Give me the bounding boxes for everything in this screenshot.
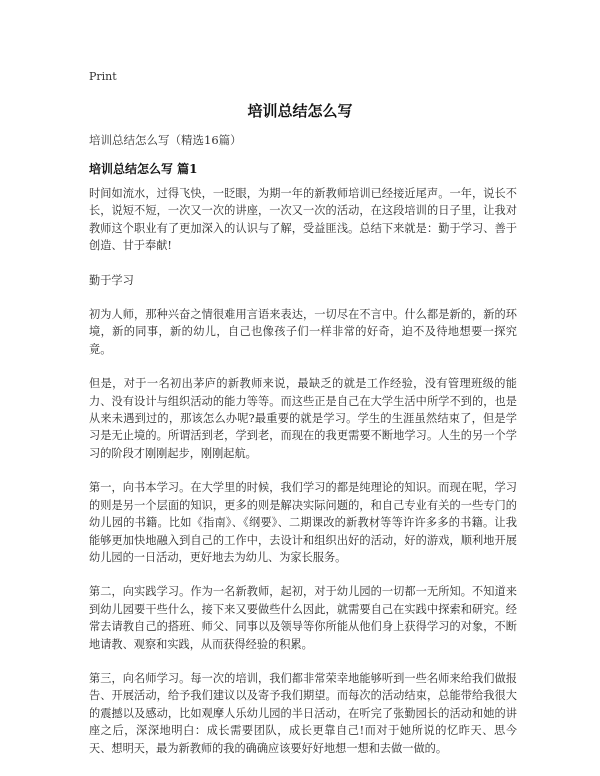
paragraph-intro: 时间如流水，过得飞快，一眨眼，为期一年的新教师培训已经接近尾声。一年，说长不长，说短不短，一次又一次的讲座，一次又一次的活动，在这段培训的日子里，让我对教师这个职业有了更加深入的认识与了解，受益匪浅。总结下来就是：勤于学习、善于创造、甘于奉献! — [89, 187, 517, 253]
document-body — [89, 185, 517, 774]
page-title: 培训总结怎么写 — [247, 102, 353, 120]
section-heading: 培训总结怎么写 篇1 — [89, 162, 198, 176]
print-label[interactable]: Print — [89, 70, 117, 83]
paragraph-learn-practice: 第二，向实践学习。作为一名新教师，起初，对于幼儿园的一切都一无所知。不知道来到幼儿园要干些什么，接下来又要做些什么因此，就需要自己在实践中探索和研究。经常去请教自己的搭班、师父、同事以及领导等你所能从他们身上获得学习的对象，不断地请教、观察和实践，从而获得经验的积累。 — [89, 585, 517, 651]
paragraph-heading-study: 勤于学习 — [89, 273, 134, 287]
document-subtitle: 培训总结怎么写（精选16篇） — [89, 133, 242, 147]
paragraph-new-teacher: 初为人师，那种兴奋之情很难用言语来表达，一切尽在不言中。什么都是新的，新的环境，新的同事，新的幼儿，自己也像孩子们一样非常的好奇，迫不及待地想要一探究竟。 — [89, 308, 517, 356]
paragraph-learn-masters: 第三，向名师学习。每一次的培训，我们都非常荣幸地能够听到一些名师来给我们做报告、开展活动，给予我们建议以及寄予我们期望。而每次的活动结束，总能带给我很大的震撼以及感动，比如观摩人乐幼儿园的半日活动，在听完了张勤园长的活动和她的讲座之后，深深地明白：成长需要团队，成长更靠自己!而对于她所说的忆昨天、思今天、想明天，最为新教师的我的确确应该要好好地想一想和去做一做的。 — [89, 671, 517, 755]
paragraph-learn-books: 第一，向书本学习。在大学里的时候，我们学习的都是纯理论的知识。而现在呢，学习的则是另一个层面的知识，更多的则是解决实际问题的，和自己专业有关的一些专门的幼儿园的书籍。比如《指南》、《纲要》、二期课改的新教材等等许许多多的书籍。让我能够更加快地融入到自己的工作中，去设计和组织出好的活动，好的游戏，顺利地开展幼儿园的一日活动，更好地去为幼儿、为家长服务。 — [89, 481, 517, 564]
paragraph-experience: 但是，对于一名初出茅庐的新教师来说，最缺乏的就是工作经验，没有管理班级的能力、没有设计与组织活动的能力等等。而这些正是自己在大学生活中所学不到的，也是从来未遇到过的，那该怎么办呢?最重要的就是学习。学生的生涯虽然结束了，但是学习是无止境的。所谓活到老，学到老，而现在的我更需要不断地学习。人生的另一个学习的阶段才刚刚起步，刚刚起航。 — [89, 377, 517, 460]
